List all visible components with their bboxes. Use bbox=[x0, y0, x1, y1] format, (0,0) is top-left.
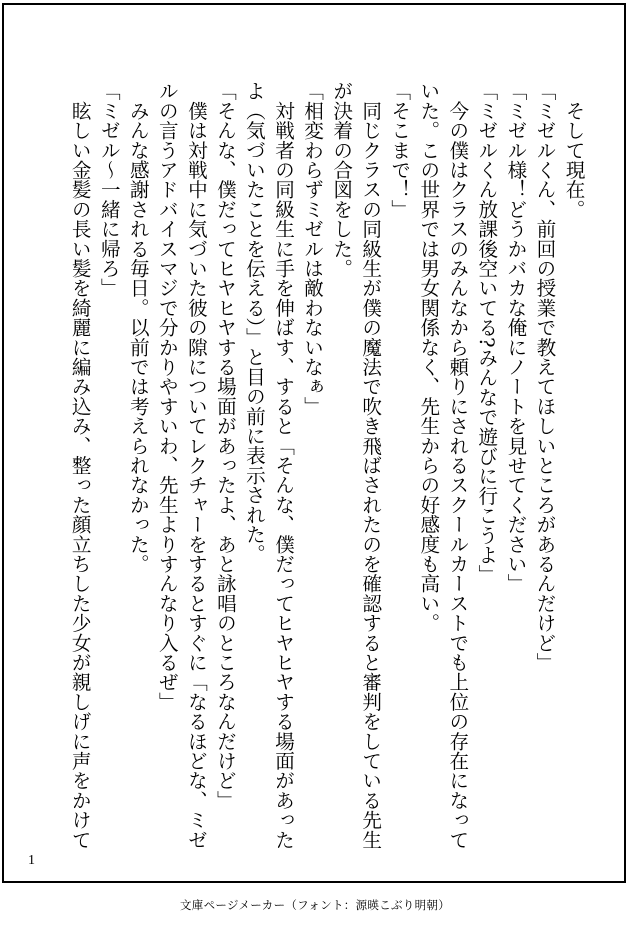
text-line: 「相変わらずミゼルは敵わないなぁ」 bbox=[300, 81, 324, 416]
text-line: 同じクラスの同級生が僕の魔法で吹き飛ばされたのを確認すると審判をしている先生 bbox=[358, 81, 382, 850]
vertical-body-text bbox=[65, 81, 588, 850]
text-line: 僕は対戦中に気づいた彼の隙についてレクチャーをするとすぐに「なるほどな、ミゼ bbox=[184, 81, 208, 850]
footer-credit: 文庫ページメーカー（フォント：源暎こぶり明朝） bbox=[179, 898, 451, 912]
text-line: みんな感謝される毎日。以前では考えられなかった。 bbox=[126, 81, 150, 574]
text-line: 「ミゼル～一緒に帰ろ」 bbox=[97, 81, 121, 298]
text-line: 対戦者の同級生に手を伸ばす、すると「そんな、僕だってヒヤヒヤする場面があった bbox=[271, 81, 295, 850]
page-number: 1 bbox=[28, 853, 35, 868]
text-line: 「そこまで！」 bbox=[387, 81, 411, 219]
text-line: いた。この世界では男女関係なく、先生からの好感度も高い。 bbox=[416, 81, 440, 633]
page-frame bbox=[2, 3, 626, 883]
text-line: 「そんな、僕だってヒヤヒヤする場面があったよ、あと詠唱のところなんだけど」 bbox=[213, 81, 237, 810]
text-line: 眩しい金髪の長い髪を綺麗に編み込み、整った顔立ちした少女が親しげに声をかけて bbox=[68, 81, 92, 850]
text-line: 「ミゼルくん放課後空いてる?みんなで遊びに行こうよ」 bbox=[474, 81, 498, 585]
text-line: が決着の合図をした。 bbox=[329, 81, 353, 278]
text-line: よ（気づいたことを伝える）」と目の前に表示された。 bbox=[242, 81, 266, 564]
text-line: 「ミゼルくん、前回の授業で教えてほしいところがあるんだけど」 bbox=[532, 81, 556, 672]
text-line: そして現在。 bbox=[562, 81, 585, 219]
text-line: 今の僕はクラスのみんなから頼りにされるスクールカーストでも上位の存在になって bbox=[445, 81, 469, 850]
text-line: ルの言うアドバイスマジで分かりやすいわ、先生よりすんなり入るぜ」 bbox=[155, 81, 179, 712]
text-line: 「ミゼル様！どうかバカな俺にノートを見せてください」 bbox=[503, 81, 527, 594]
